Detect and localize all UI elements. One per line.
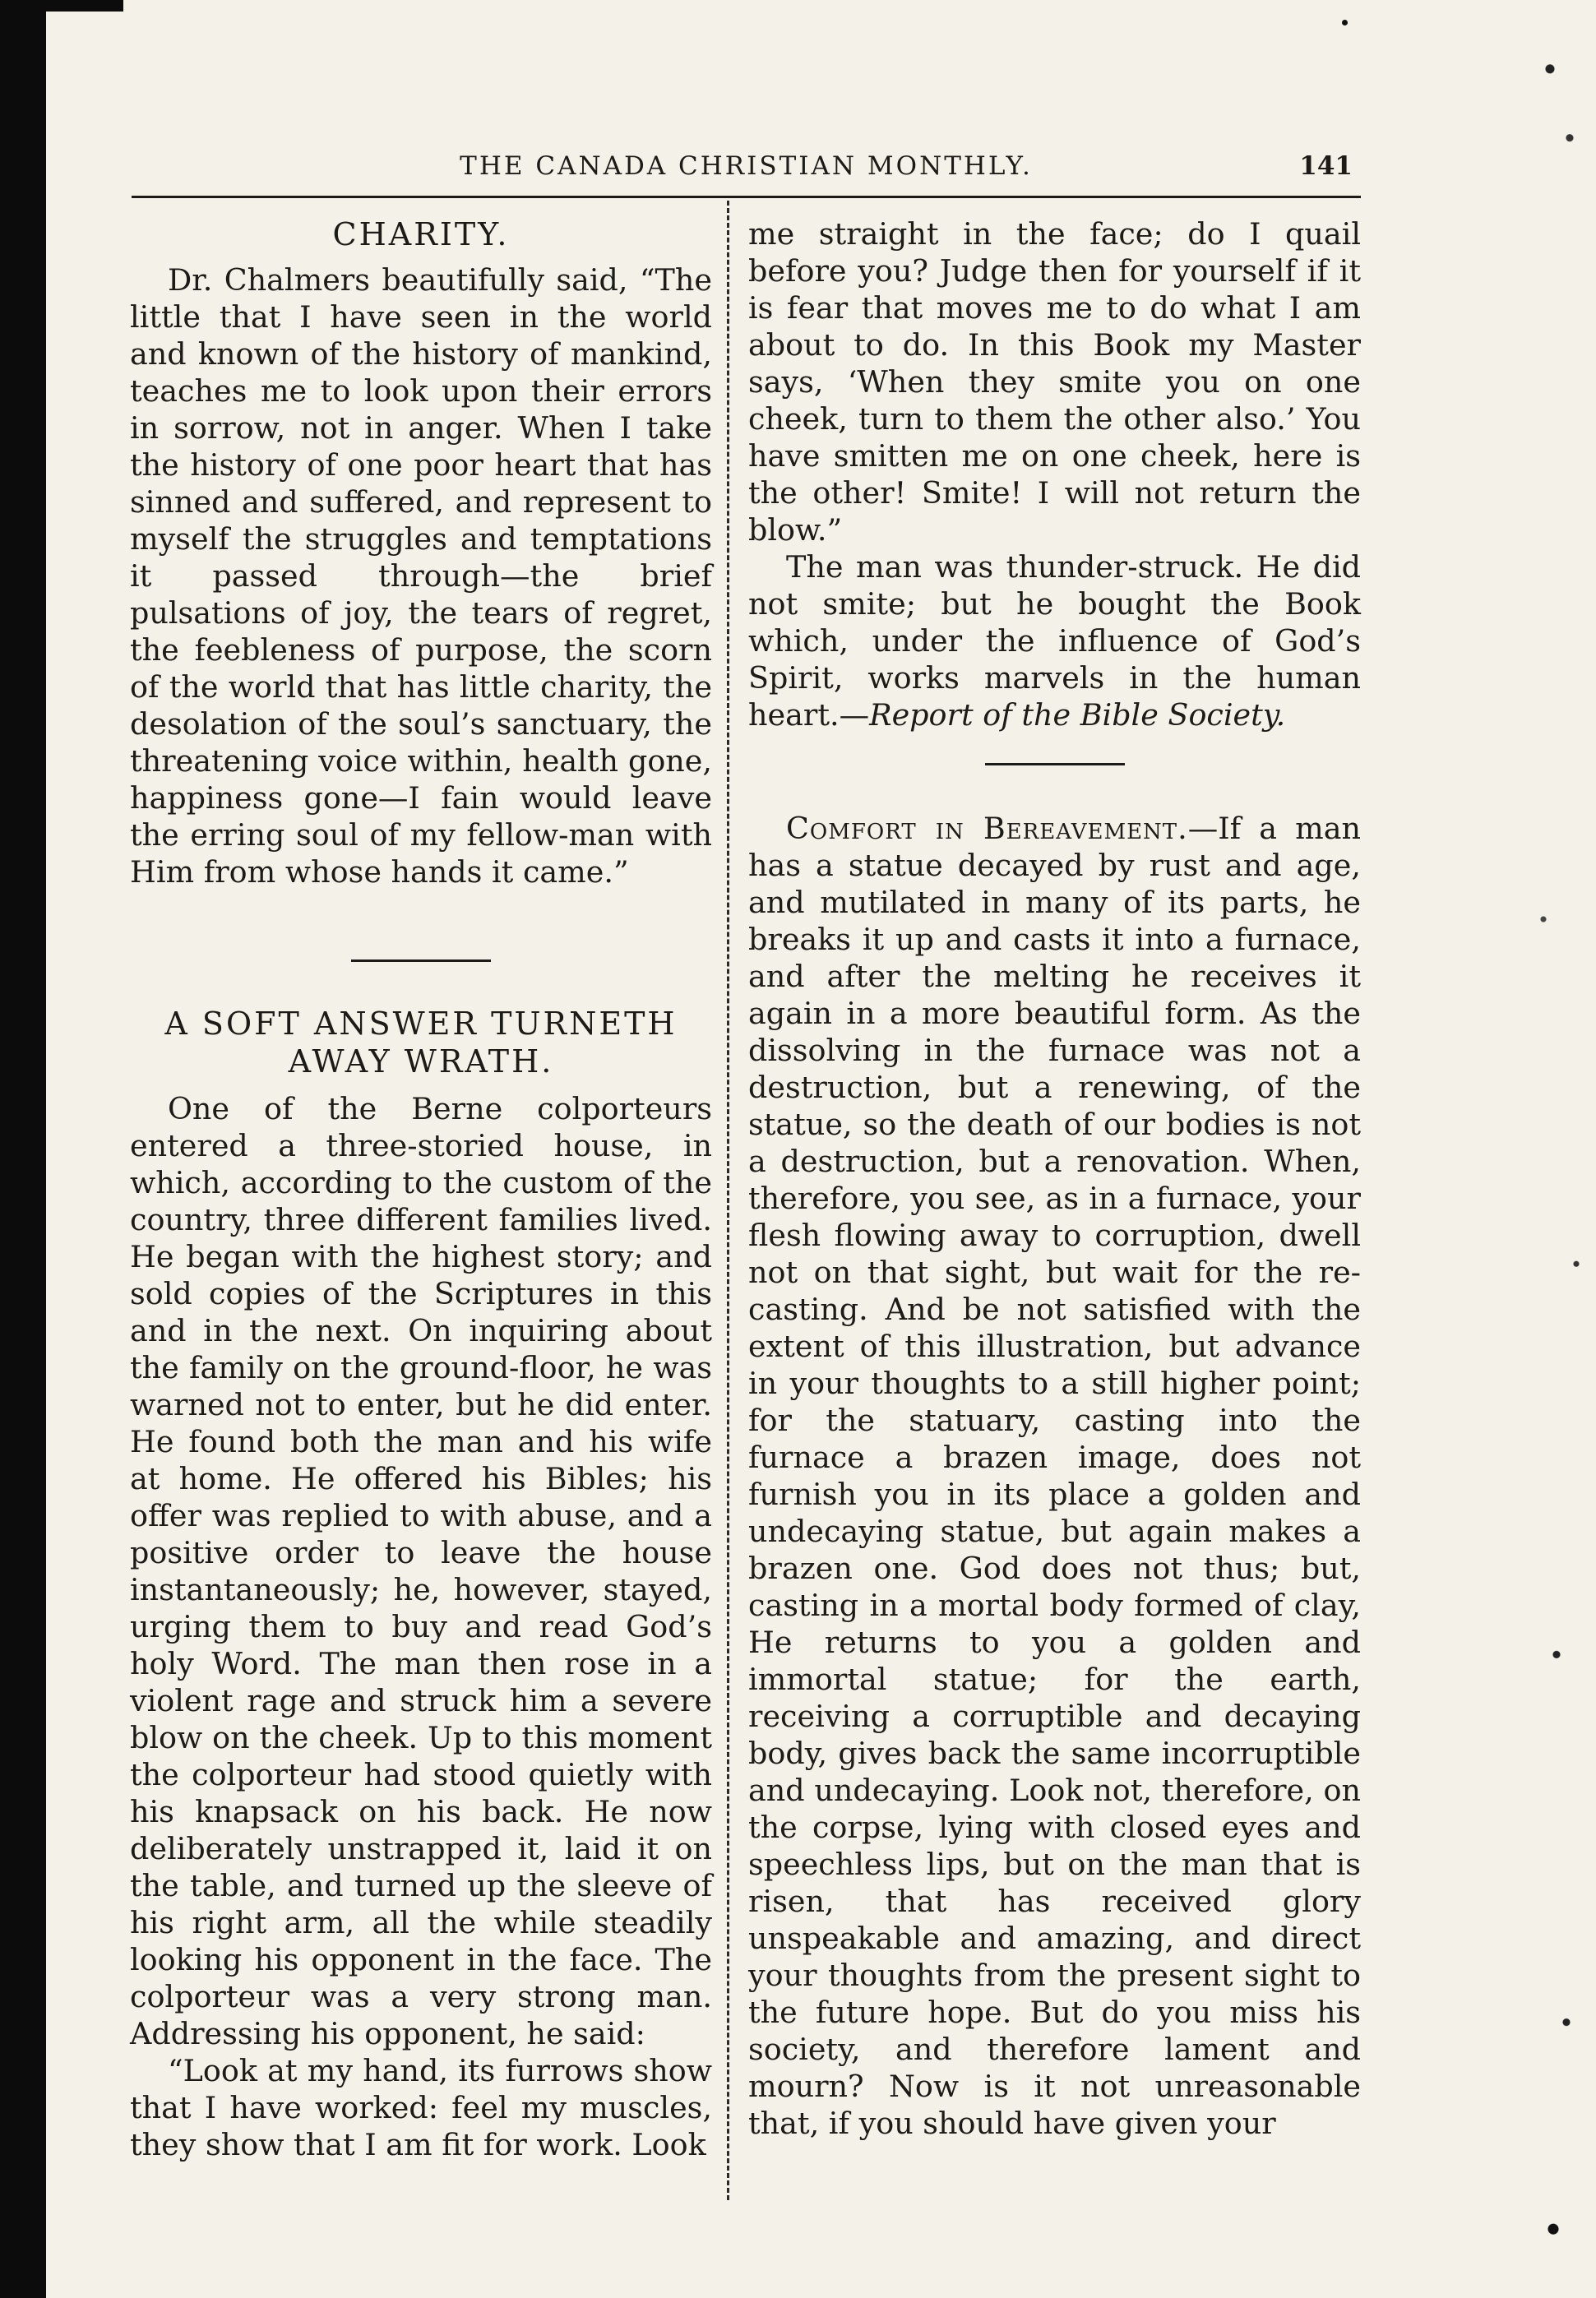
spine-top-edge <box>0 0 123 12</box>
soft-answer-paragraph: One of the Berne colporteurs entered a three-storied house, in which, according to the custom of the country, three different families lived. He began with the highest story; and sold copies of the Scriptures in this and in the next. On inquiring about the family on the ground-floor, he was warned not to enter, but he did enter. He found both the man and his wife at home. He offered his Bibles; his offer was replied to with abuse, and a positive order to leave the house instantaneously; he, however, stayed, urging them to buy and read God’s holy Word. The man then rose in a violent rage and struck him a severe blow on the cheek. Up to this moment the colporteur had stood quietly with his knapsack on his back. He now deliberately unstrapped it, laid it on the table, and turned up the sleeve of his right arm, all the while steadily looking his opponent in the face. The colporteur was a very strong man. Addressing his opponent, he said: <box>130 1091 712 2051</box>
running-title: THE CANADA CHRISTIAN MONTHLY. <box>460 151 1033 181</box>
ink-speck <box>1342 20 1348 25</box>
soft-answer-quote-continued: me straight in the face; do I quail before you? Judge then for yourself if it is fear that moves me to do what I am about to do. In this Book my Master says, ‘When they smite you on one cheek, turn to them the other also.’ You have smitten me on one cheek, here is the other! Smite! I will not return the blow.” <box>748 216 1361 548</box>
column-divider <box>727 201 729 2200</box>
page-number: 141 <box>1299 151 1353 181</box>
soft-answer-conclusion <box>748 548 1361 733</box>
left-column <box>130 215 712 2163</box>
soft-answer-quote: “Look at my hand, its furrows show that I have worked: feel my muscles, they show that I am fit for work. Look <box>130 2053 712 2162</box>
comfort-body: —If a man has a statue decayed by rust and age, and mutilated in many of its parts, he breaks it up and casts it into a furnace, and after the melting he receives it again in a more beautiful form. As the dissolving in the furnace was not a destruction, but a renewing, of the statue, so the death of our bodies is not a destruction, but a renovation. When, therefore, you see, as in a furnace, your flesh flowing away to corruption, dwell not on that sight, but wait for the re-casting. And be not satisfied with the extent of this illustration, but advance in your thoughts to a still higher point; for the statuary, casting into the furnace a brazen image, does not furnish you in its place a golden and undecaying statue, but again makes a brazen one. God does not thus; but, casting in a mortal body formed of clay, He returns to you a golden and immortal statue; for the earth, receiving a corruptible and decaying body, gives back the same incorruptible and undecaying. Look not, therefore, on the corpse, lying with closed eyes and speechless lips, but on the man that is risen, that has received glory unspeakable and amazing, and direct your thoughts from the present sight to the future hope. But do you miss his society, and therefore lament and mourn? Now is it not unreasonable that, if you should have given your <box>748 811 1361 2141</box>
running-head <box>132 151 1361 192</box>
article-title-soft-answer-line1: A SOFT ANSWER TURNETH <box>164 1006 678 1042</box>
section-separator <box>985 763 1125 765</box>
page-edge-specks <box>1530 0 1596 2298</box>
comfort-lead-in: Comfort in Bereavement. <box>786 811 1188 846</box>
right-column <box>748 215 1361 2142</box>
book-spine-shadow <box>0 0 46 2298</box>
section-separator <box>351 959 491 962</box>
charity-body: Dr. Chalmers beautifully said, “The little that I have seen in the world and known of the history of mankind, teaches me to look upon their errors in sorrow, not in anger. When I take the history of one poor heart that has sinned and suffered, and represent to myself the struggles and temptations it passed through—the brief pulsations of joy, the tears of regret, the feebleness of purpose, the scorn of the world that has little charity, the desolation of the soul’s sanctuary, the threatening voice within, health gone, happiness gone—I fain would leave the erring soul of my fellow-man with Him from whose hands it came.” <box>130 262 712 890</box>
article-title-charity: CHARITY. <box>332 216 510 252</box>
soft-answer-conclusion-text: The man was thunder-struck. He did not smite; but he bought the Book which, under the influence of God’s Spirit, works marvels in the human heart.— <box>748 549 1361 733</box>
comfort-in-bereavement <box>748 810 1361 2142</box>
article-title-soft-answer-line2: AWAY WRATH. <box>288 1043 554 1080</box>
header-rule <box>132 196 1361 198</box>
soft-answer-source: Report of the Bible Society. <box>869 697 1286 733</box>
